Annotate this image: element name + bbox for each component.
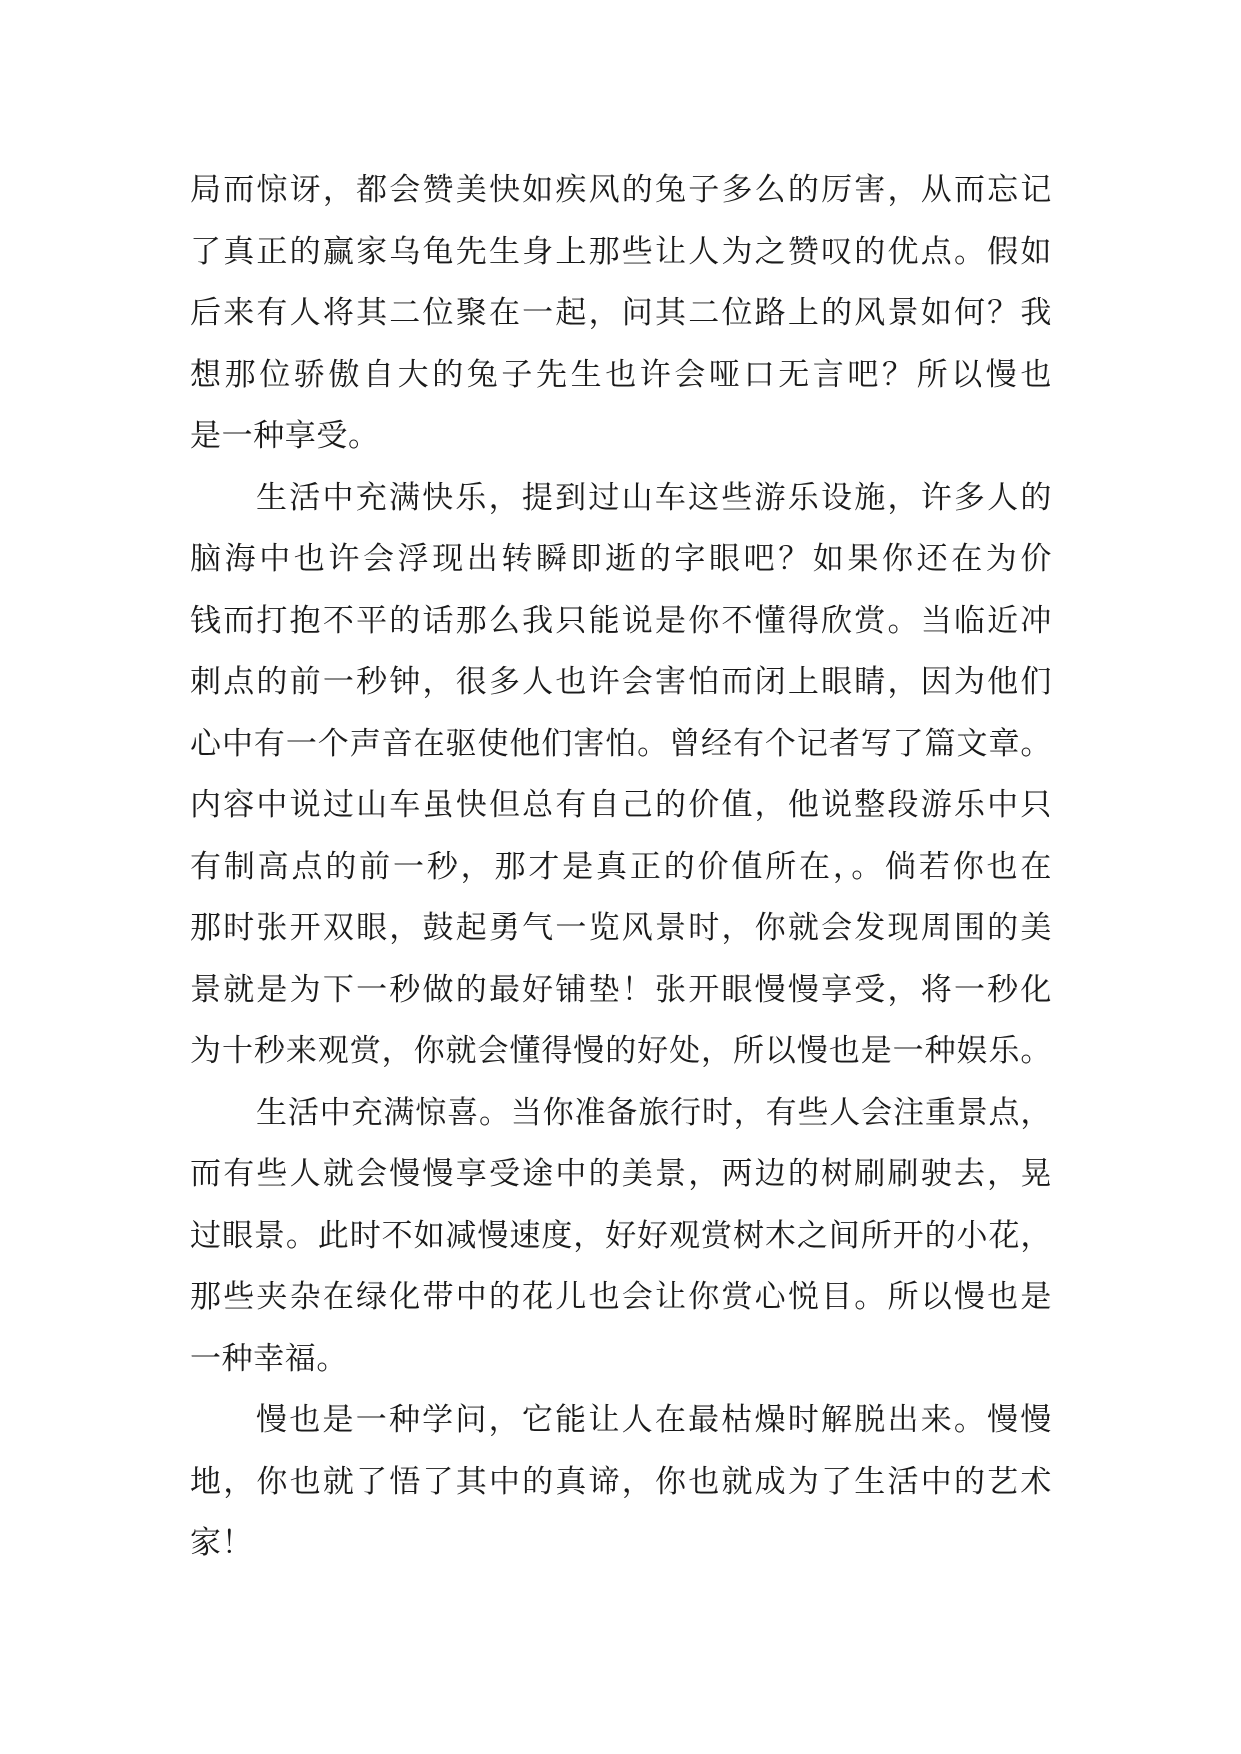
text-line: 后来有人将其二位聚在一起，问其二位路上的风景如何？我 [190, 295, 1052, 331]
text-line: 而有些人就会慢慢享受途中的美景，两边的树刷刷驶去，晃 [190, 1156, 1052, 1192]
text-line: 刺点的前一秒钟，很多人也许会害怕而闭上眼睛，因为他们 [190, 664, 1052, 700]
text-line: 脑海中也许会浮现出转瞬即逝的字眼吧？如果你还在为价 [190, 541, 1052, 577]
essay-body [190, 160, 1052, 1575]
text-line: 地，你也就了悟了其中的真谛，你也就成为了生活中的艺术 [190, 1463, 1052, 1500]
text-line: 钱而打抱不平的话那么我只能说是你不懂得欣赏。当临近冲 [190, 602, 1052, 639]
text-line: 心中有一个声音在驱使他们害怕。曾经有个记者写了篇文章。 [190, 725, 1052, 762]
text-line: 景就是为下一秒做的最好铺垫！张开眼慢慢享受，将一秒化 [190, 971, 1052, 1008]
text-line: 过眼景。此时不如减慢速度，好好观赏树木之间所开的小花， [190, 1217, 1052, 1254]
text-line: 那些夹杂在绿化带中的花儿也会让你赏心悦目。所以慢也是 [190, 1279, 1052, 1315]
paragraph-4 [190, 1390, 1052, 1575]
paragraph-3 [190, 1083, 1052, 1391]
text-line: 为十秒来观赏，你就会懂得慢的好处，所以慢也是一种娱乐。 [190, 1033, 1052, 1069]
text-line: 生活中充满惊喜。当你准备旅行时，有些人会注重景点， [256, 1094, 1052, 1131]
text-line: 内容中说过山车虽快但总有自己的价值，他说整段游乐中只 [190, 787, 1052, 823]
paragraph-1 [190, 160, 1052, 468]
text-line: 一种幸福。 [190, 1340, 348, 1377]
text-line: 家！ [190, 1525, 254, 1561]
text-line: 局而惊讶，都会赞美快如疾风的兔子多么的厉害，从而忘记 [190, 172, 1052, 208]
text-line: 是一种享受。 [190, 418, 380, 454]
text-line: 那时张开双眼，鼓起勇气一览风景时，你就会发现周围的美 [190, 910, 1052, 946]
text-line: 慢也是一种学问，它能让人在最枯燥时解脱出来。慢慢 [256, 1402, 1052, 1438]
text-line: 有制高点的前一秒，那才是真正的价值所在，。倘若你也在 [190, 848, 1052, 885]
text-line: 生活中充满快乐，提到过山车这些游乐设施，许多人的 [256, 479, 1052, 516]
text-line: 想那位骄傲自大的兔子先生也许会哑口无言吧？所以慢也 [190, 356, 1052, 393]
text-line: 了真正的赢家乌龟先生身上那些让人为之赞叹的优点。假如 [190, 233, 1052, 270]
paragraph-2 [190, 468, 1052, 1083]
